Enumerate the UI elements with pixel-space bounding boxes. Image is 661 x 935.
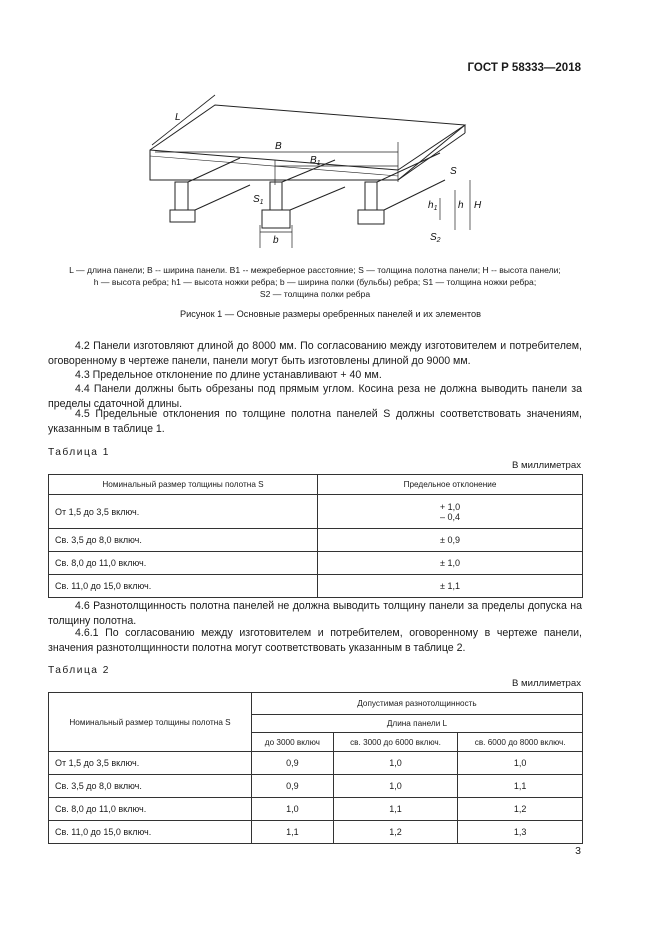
paragraph-4-4: 4.4 Панели должны быть обрезаны под прямым углом. Косина реза не должна выводить панели за пределы сдаточной длины.: [48, 383, 582, 410]
table1-header-deviation: Предельное отклонение: [318, 475, 583, 495]
paragraph-4-3: 4.3 Предельное отклонение по длине устанавливают + 40 мм.: [75, 369, 382, 381]
label-S2: $S_2$: [430, 232, 441, 244]
page-number: 3: [575, 845, 581, 857]
table-2: [48, 692, 583, 844]
table1-header-size: Номинальный размер толщины полотна S: [49, 475, 318, 495]
table2-header-length: Длина панели L: [252, 715, 583, 733]
label-B: B: [275, 141, 282, 152]
label-b: b: [273, 235, 279, 246]
figure-legend-line-2: h — высота ребра; h1 — высота ножки ребра; b — ширина полки (бульбы) ребра; S1 — толщина ножки ребра;: [93, 277, 537, 287]
table-row: Св. 8,0 до 11,0 включ. ± 1,0: [49, 552, 583, 575]
table2-col-3: св. 6000 до 8000 включ.: [458, 733, 583, 752]
label-S1: $S_1$: [253, 194, 264, 206]
table2-caption: Таблица 2: [48, 665, 110, 676]
document-header: ГОСТ Р 58333—2018: [467, 62, 581, 74]
table2-header-group: Допустимая разнотолщинность: [252, 693, 583, 715]
table1-caption: Таблица 1: [48, 447, 110, 458]
label-H: H: [474, 200, 482, 211]
figure-caption: Рисунок 1 — Основные размеры оребренных панелей и их элементов: [179, 309, 481, 319]
paragraph-4-6: 4.6 Разнотолщинность полотна панелей не должна выводить толщину панели за пределы допуска на толщину полотна.: [48, 600, 582, 627]
label-h1: $h_1$: [428, 200, 438, 212]
panel-drawing: [140, 90, 510, 260]
table2-header-size: Номинальный размер толщины полотна S: [49, 693, 252, 752]
figure-legend-line-3: S2 — толщина полки ребра: [259, 289, 371, 299]
table-row: Св. 8,0 до 11,0 включ. 1,0 1,1 1,2: [49, 798, 583, 821]
table-row: От 1,5 до 3,5 включ. + 1,0 – 0,4: [49, 495, 583, 529]
table2-col-2: св. 3000 до 6000 включ.: [333, 733, 458, 752]
label-B1: $B_1$: [310, 155, 321, 167]
table2-col-1: до 3000 включ: [252, 733, 334, 752]
paragraph-4-5: 4.5 Предельные отклонения по толщине полотна панелей S должны соответствовать значениям, указанным в таблице 1.: [48, 408, 582, 435]
label-S: S: [450, 166, 457, 177]
table1-unit: В миллиметрах: [511, 460, 581, 471]
table-row: Св. 11,0 до 15,0 включ. 1,1 1,2 1,3: [49, 821, 583, 844]
table2-unit: В миллиметрах: [511, 678, 581, 689]
label-h: h: [458, 200, 464, 211]
table-row: Св. 11,0 до 15,0 включ. ± 1,1: [49, 575, 583, 598]
label-L: L: [175, 112, 181, 123]
paragraph-4-2: 4.2 Панели изготовляют длиной до 8000 мм. По согласованию между изготовителем и потребителем, оговоренному в чертеже панели, панели могут быть изготовлены длиной до 9000 мм.: [48, 340, 582, 367]
table-row: Св. 3,5 до 8,0 включ. 0,9 1,0 1,1: [49, 775, 583, 798]
table-row: Св. 3,5 до 8,0 включ. ± 0,9: [49, 529, 583, 552]
paragraph-4-6-1: 4.6.1 По согласованию между изготовителем и потребителем, оговоренному в чертеже панели, значения разнотолщинности полотна могут соответствовать указанным в таблице 2.: [48, 627, 582, 654]
figure-legend-line-1: L — длина панели; B -- ширина панели. B1 -- межреберное расстояние; S — толщина полотна панели; H -- высота панели;: [69, 265, 561, 275]
table-1: [48, 474, 583, 598]
table-row: От 1,5 до 3,5 включ. 0,9 1,0 1,0: [49, 752, 583, 775]
